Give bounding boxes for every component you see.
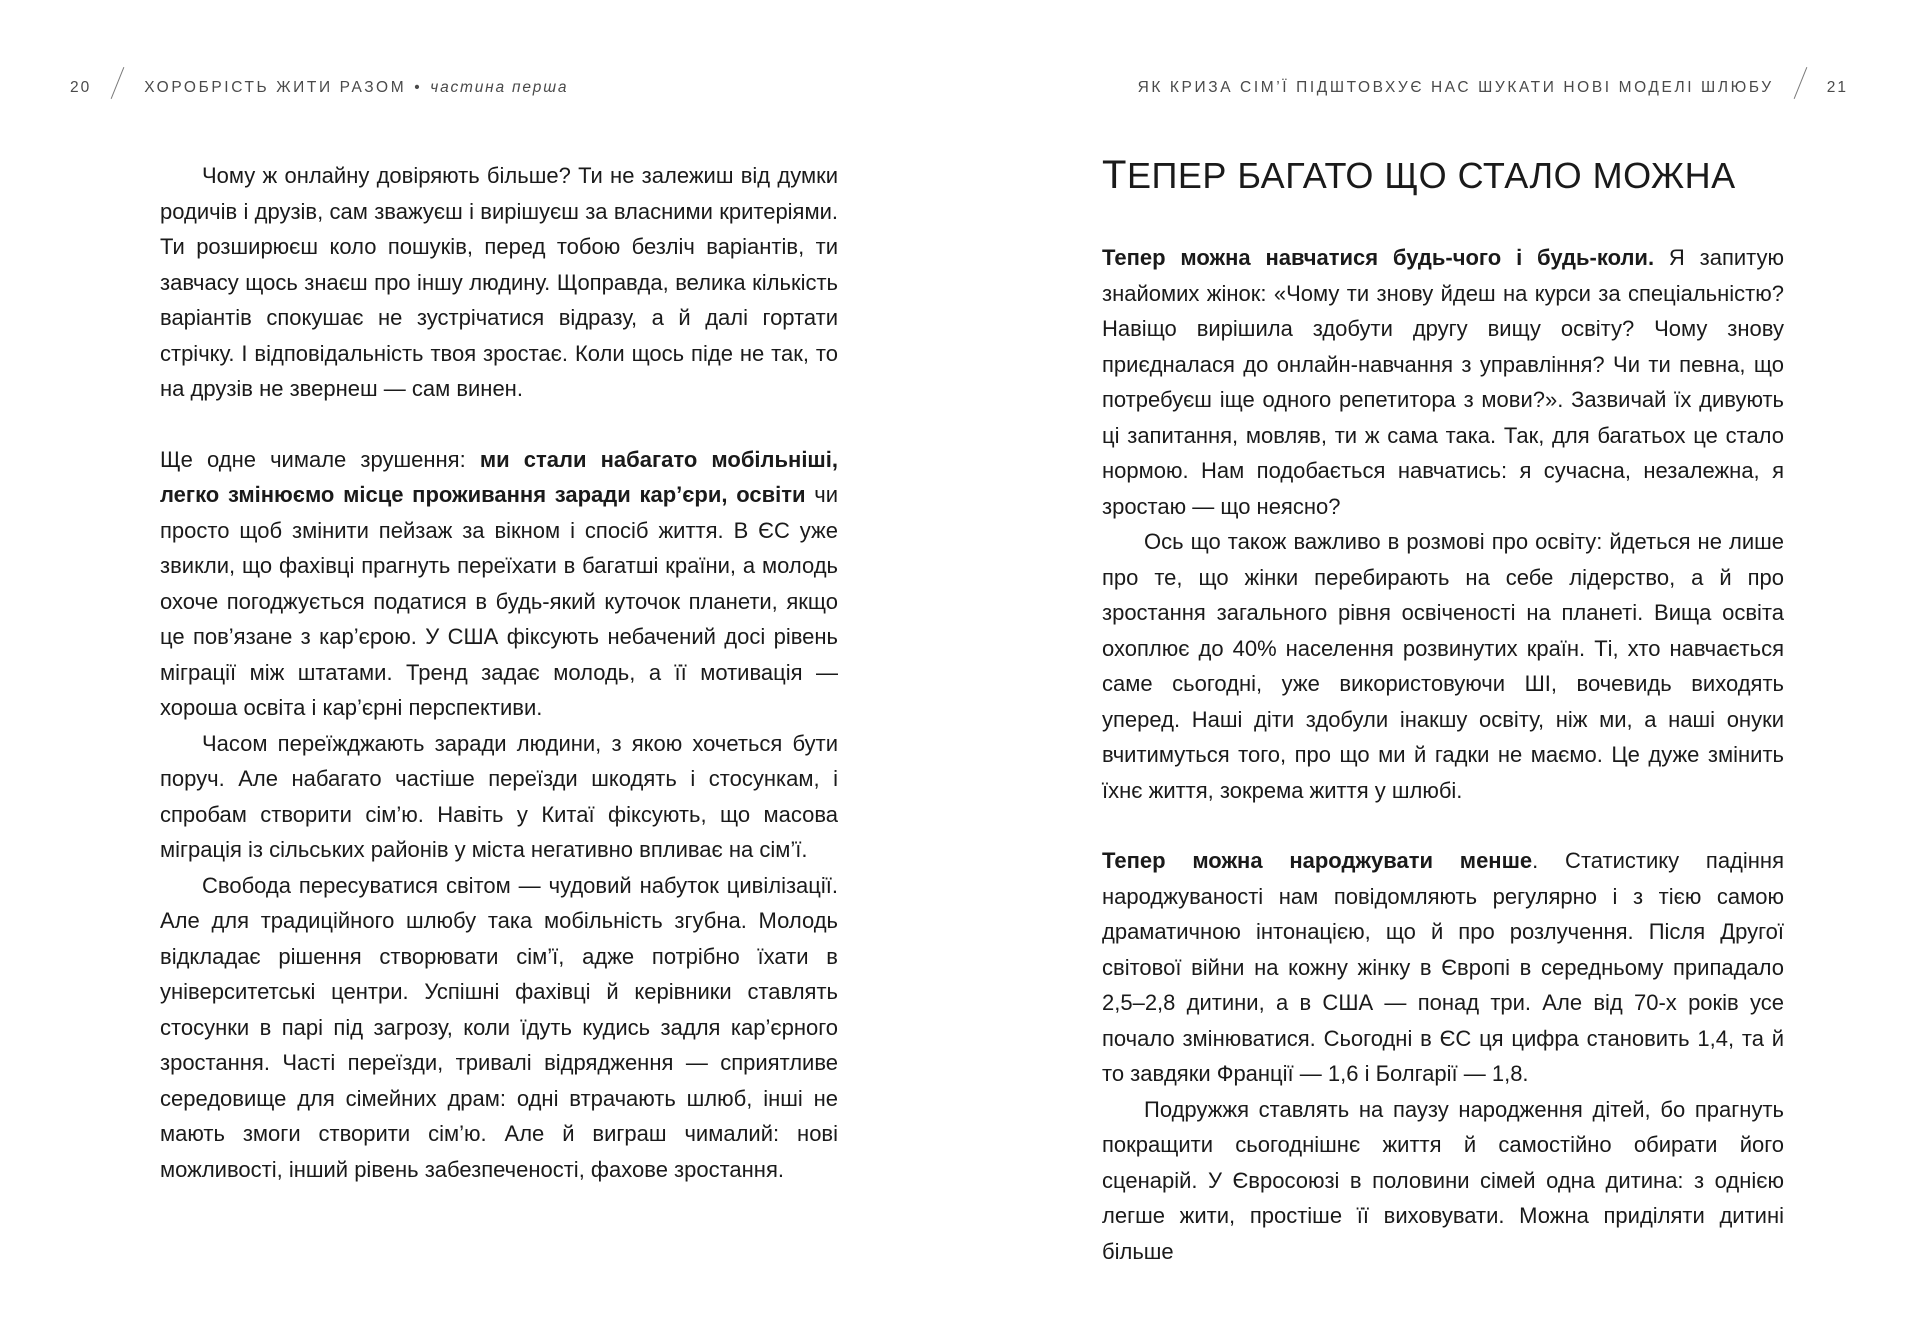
heading-text: ЕПЕР БАГАТО ЩО СТАЛО МОЖНА <box>1126 155 1736 196</box>
paragraph: Свобода пересуватися світом — чудовий набуток цивілізації. Але для традиційного шлюбу така мобільність згубна. Молодь відкладає рішення створювати сім’ї, адже потрібно їхати в університетські центри. Успішні фахівці й керівники ставлять стосунки в парі під загрозу, коли їдуть кудись задля кар’єрного зростання. Часті переїзди, тривалі відрядження — сприятливе середовище для сімейних драм: одні втрачають шлюб, інші не мають змоги створити сім’ю. Але й виграш чималий: нові можливості, інший рівень забезпеченості, фахове зростання. <box>160 872 838 1182</box>
paragraph <box>1102 843 1784 1092</box>
paragraph-text: чи просто щоб змінити пейзаж за вікном і спосіб життя. В ЄС уже звикли, що фахівці прагнуть переїхати в багатші країни, а молодь охоче погоджується податися в будь-який куточок планети, якщо це пов’язане з кар’єрою. У США фіксують небачений досі рівень міграції між штатами. Тренд задає молодь, а її мотивація — хороша освіта і кар’єрні перспективи. <box>160 482 838 720</box>
paragraph-text: Я запитую знайомих жінок: «Чому ти знову йдеш на курси за спеціальністю? Навіщо вирішила здобути другу вищу освіту? Чому знову приєдналася до онлайн-навчання з управління? Чи ти певна, що потребуєш іще одного репетитора з мови?». Зазвичай їх дивують ці запитання, мовляв, ти ж сама така. Так, для багатьох це стало нормою. Нам подобається навчатись: я сучасна, незалежна, я зростаю — що неясно? <box>1102 245 1785 519</box>
paragraph: Подружжя ставлять на паузу народження дітей, бо прагнуть покращити сьогоднішнє життя й самостійно обирати його сценарій. У Євросоюзі в половини сімей одна дитина: з однією легше жити, простіше її виховувати. Можна приділяти дитині більше <box>1102 1096 1784 1264</box>
paragraph <box>160 442 838 726</box>
paragraph <box>1102 240 1784 524</box>
header-divider-right <box>1793 67 1807 99</box>
bold-phrase: ми стали набагато мобільніші, легко змінюємо місце проживання заради кар’єри, освіти <box>160 446 838 507</box>
heading-initial: Т <box>1102 153 1127 197</box>
right-running-header <box>1138 76 1848 100</box>
book-title: ХОРОБРІСТЬ ЖИТИ РАЗОМ <box>144 79 407 97</box>
section-heading <box>1102 151 1784 200</box>
header-separator: • <box>414 79 423 97</box>
paragraph: Ось що також важливо в розмові про освіту: йдеться не лише про те, що жінки перебирають на себе лідерство, а й про зростання загального рівня освіченості на планеті. Вища освіта охоплює до 40% населення розвинутих країн. Ті, хто навчається саме сьогодні, уже використовуючи ШІ, вочевидь виходять уперед. Наші діти здобули інакшу освіту, ніж ми, а наші онуки вчитимуться того, про що ми й гадки не маємо. Це дуже змінить їхнє життя, зокрема життя у шлюбі. <box>1102 529 1784 803</box>
header-divider-left <box>111 67 125 99</box>
paragraph: Часом переїжджають заради людини, з якою хочеться бути поруч. Але набагато частіше переїзди шкодять і стосункам, і спробам створити сім’ю. Навіть у Китаї фіксують, що масова міграція із сільських районів у міста негативно впливає на сім’ї. <box>160 730 838 862</box>
paragraph: Чому ж онлайну довіряють більше? Ти не залежиш від думки родичів і друзів, сам зважуєш і вирішуєш за власними критеріями. Ти розширюєш коло пошуків, перед тобою безліч варіантів, ти завчасу щось знаєш про іншу людину. Щоправда, велика кількість варіантів спокушає не зустрічатися відразу, а й далі гортати стрічку. І відповідальність твоя зростає. Коли щось піде не так, то на друзів не звернеш — сам винен. <box>160 163 838 401</box>
bold-phrase: Тепер можна народжувати менше <box>1102 848 1533 873</box>
chapter-title: ЯК КРИЗА СІМ’Ї ПІДШТОВХУЄ НАС ШУКАТИ НОВІ МОДЕЛІ ШЛЮБУ <box>1137 79 1774 97</box>
left-running-header <box>70 76 568 100</box>
book-part: частина перша <box>430 79 569 97</box>
left-page-number: 20 <box>70 79 92 97</box>
right-page-body <box>1102 151 1784 1269</box>
paragraph-text: Ще одне чимале зрушення: <box>160 446 480 472</box>
bold-phrase: Тепер можна навчатися будь-чого і будь-коли. <box>1102 245 1655 270</box>
left-page-body <box>160 158 838 1187</box>
right-page-number: 21 <box>1826 79 1848 97</box>
paragraph-text: . Статистику падіння народжуваності нам повідомляють регулярно і з тією самою драматичною інтонацією, що й про розлучення. Після Другої світової війни на кожну жінку в Європі в середньому припадало 2,5–2,8 дитини, а в США — понад три. Але від 70-х років усе почало змінюватися. Сьогодні в ЄС ця цифра становить 1,4, та й то завдяки Франції — 1,6 і Болгарії — 1,8. <box>1102 848 1784 1086</box>
